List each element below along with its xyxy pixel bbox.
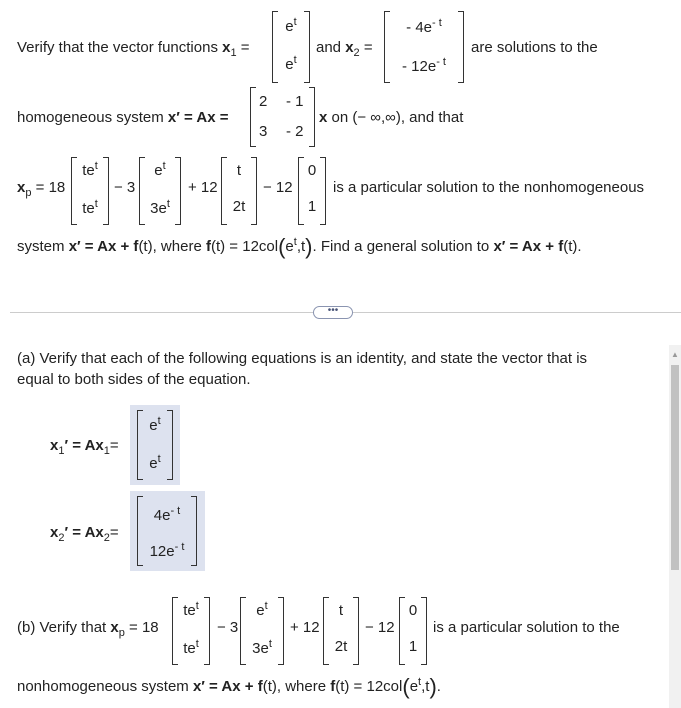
x1-subscript: 1 [230, 47, 237, 59]
scroll-up-icon[interactable]: ▲ [671, 350, 679, 359]
x1-vector: $e^t$ $e^t$ [272, 12, 310, 82]
a22: - 2 [286, 123, 304, 140]
answer-box-2[interactable] [130, 491, 205, 571]
xp-matrix-1: $te^t$ $te^t$ [71, 158, 109, 224]
equals-sign: = [240, 39, 250, 56]
part-b-line-2: nonhomogeneous system x′ = Ax + f(t), where $f(t) = 12col(e^t,t)$. [17, 674, 441, 699]
x2-symbol: x [345, 39, 354, 56]
answer-box-1[interactable] [130, 405, 180, 485]
a21: 3 [259, 123, 268, 140]
part-b-matrix-3: t 2t [323, 598, 359, 664]
scrollbar[interactable] [669, 345, 681, 708]
part-b-matrix-2: $e^t$ $3e^t$ [240, 598, 284, 664]
intro-line-2: homogeneous system x′ = Ax = [17, 109, 229, 126]
interval-text: x on (− ∞,∞), and that [319, 109, 464, 126]
xp-matrix-3: t 2t [221, 158, 257, 224]
a12: - 1 [286, 93, 304, 110]
expand-more-button[interactable]: ••• [313, 306, 353, 319]
part-a-instructions-2: equal to both sides of the equation. [17, 371, 251, 388]
x1-symbol: x [222, 39, 231, 56]
minus-3: − 3 [114, 179, 136, 196]
part-b-text-end: is a particular solution to the [433, 619, 620, 636]
xp-matrix-2: $e^t$ $3e^t$ [139, 158, 181, 224]
answer-vector-1: $e^t$ $e^t$ [137, 411, 173, 479]
x1-entry-2: e [285, 56, 294, 73]
and-x2-label: and $x_2$ = [316, 39, 373, 59]
intro-line-1 [17, 39, 250, 59]
minus-12: − 12 [263, 179, 293, 196]
intro-line-4: system x′ = Ax + f(t), where $f(t) = 12col(e^t,t)$. Find a general solution to x′ = Ax + f(t). [17, 234, 582, 259]
x2-entry-1: - 4e [406, 19, 433, 36]
eq1-label: $x_1' = Ax_1=$ [50, 437, 119, 457]
x2-vector: - $4e^{- t}$ - $12e^{- t}$ [384, 12, 464, 82]
intro-text-end: are solutions to the [471, 39, 598, 56]
a11: 2 [259, 93, 268, 110]
part-b-matrix-4: 0 1 [399, 598, 427, 664]
eq2-label: $x_2' = Ax_2=$ [50, 524, 119, 544]
xp-label: $x_p = 18$ [17, 179, 66, 199]
coefficient-matrix-A [250, 88, 315, 146]
part-a-instructions-1: (a) Verify that each of the following equations is an identity, and state the vector that is [17, 350, 588, 367]
answer-vector-2: $4e^{- t}$ $12e^{- t}$ [137, 497, 197, 565]
x2-entry-2: - 12e [402, 58, 437, 75]
plus-12: + 12 [188, 179, 218, 196]
xp-matrix-4: 0 1 [298, 158, 326, 224]
scrollbar-thumb[interactable] [671, 365, 679, 570]
x1-entry-1: e [285, 18, 294, 35]
particular-text: is a particular solution to the nonhomogeneous [333, 179, 645, 196]
part-b-label: (b) Verify that $x_p = 18$ [17, 619, 159, 639]
part-b-matrix-1: $te^t$ $te^t$ [172, 598, 210, 664]
intro-text: Verify that the vector functions [17, 39, 218, 56]
system-equation: x′ = Ax = [167, 109, 229, 126]
